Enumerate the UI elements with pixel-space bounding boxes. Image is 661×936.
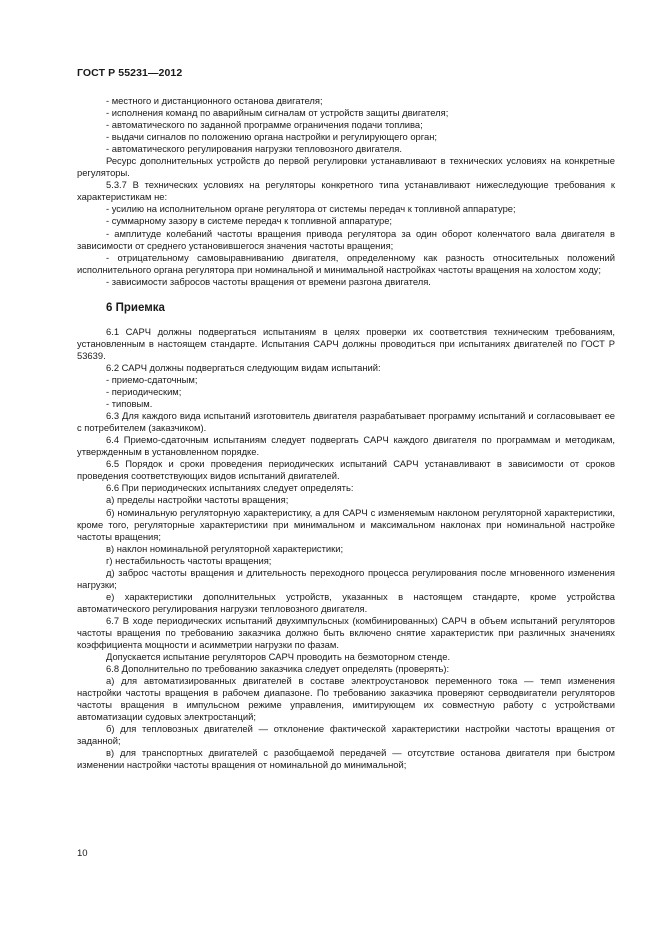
list-item: е) характеристики дополнительных устройств, указанных в настоящем стандарте, кроме устройства автоматического регулирования нагрузки тепловозного двигателя.: [77, 590, 615, 614]
standard-header: ГОСТ Р 55231—2012: [77, 67, 183, 79]
paragraph-5-3-7: 5.3.7 В технических условиях на регуляторы конкретного типа устанавливают нижеследующие требования к характеристикам не:: [77, 179, 615, 203]
paragraph-resource: Ресурс дополнительных устройств до первой регулировки устанавливают в технических условиях на конкретные регуляторы.: [77, 155, 615, 179]
list-item: б) для тепловозных двигателей — отклонение фактической характеристики настройки частоты вращения от заданной;: [77, 723, 615, 747]
list-item: - исполнения команд по аварийным сигналам от устройств защиты двигателя;: [106, 107, 449, 119]
list-item: - выдачи сигналов по положению органа настройки и регулирующего орган;: [106, 131, 437, 143]
paragraph-6-8: 6.8 Дополнительно по требованию заказчика следует определять (проверять):: [106, 663, 450, 675]
list-item: - автоматического по заданной программе ограничения подачи топлива;: [106, 119, 423, 131]
list-item: - усилию на исполнительном органе регулятора от системы передач к топливной аппаратуре;: [106, 203, 516, 215]
list-item: - местного и дистанционного останова двигателя;: [106, 95, 323, 106]
section-heading-6: 6 Приемка: [106, 301, 165, 314]
list-item: а) для автоматизированных двигателей в составе электроустановок переменного тока — темп изменения настройки частоты вращения в рабочем диапазоне. По требованию заказчика проверяют серводвигатели регуляторов частоты вращения в импульсном режиме управления, имитирующем их совместную работу с устройствами автоматизации судовых электростанций;: [77, 675, 615, 723]
list-item: а) пределы настройки частоты вращения;: [106, 494, 289, 506]
list-item: б) номинальную регуляторную характеристику, а для САРЧ с изменяемым наклоном регуляторной характеристики, кроме того, регуляторные характеристики при минимальном и максимальном наклонах при номинальной настройке частоты вращения;: [77, 506, 615, 542]
list-item: - зависимости забросов частоты вращения от времени разгона двигателя.: [106, 275, 431, 287]
list-item: г) нестабильность частоты вращения;: [106, 554, 272, 566]
paragraph-6-2: 6.2 САРЧ должны подвергаться следующим видам испытаний:: [106, 361, 381, 373]
paragraph-6-7-note: Допускается испытание регуляторов САРЧ проводить на безмоторном стенде.: [106, 651, 451, 663]
list-item: - автоматического регулирования нагрузки тепловозного двигателя.: [106, 143, 402, 155]
paragraph-6-6: 6.6 При периодических испытаниях следует определять:: [106, 482, 354, 494]
list-item: - периодическим;: [106, 386, 182, 398]
list-item: в) для транспортных двигателей с разобщаемой передачей — отсутствие останова двигателя при быстром изменении настройки частоты вращения от номинальной до минимальной;: [77, 747, 615, 771]
paragraph-6-3: 6.3 Для каждого вида испытаний изготовитель двигателя разрабатывает программу испытаний и согласовывает ее с потребителем (заказчиком).: [77, 410, 615, 434]
paragraph-6-5: 6.5 Порядок и сроки проведения периодических испытаний САРЧ устанавливают в зависимости от сроков проведения соответствующих видов испытаний двигателей.: [77, 458, 615, 482]
list-item: - отрицательному самовыравниванию двигателя, определенному как разность относительных положений исполнительного органа регулятора при номинальной и минимальной настройках частоты вращения на холостом ходу;: [77, 251, 615, 275]
list-item: - типовым.: [106, 398, 153, 410]
document-body: [77, 95, 615, 772]
paragraph-6-1: 6.1 САРЧ должны подвергаться испытаниям в целях проверки их соответствия техническим требованиям, установленным в настоящем стандарте. Испытания САРЧ должны проводиться при испытаниях двигателей по ГОСТ Р 53639.: [77, 325, 615, 361]
page-number: 10: [77, 848, 88, 859]
paragraph-6-4: 6.4 Приемо-сдаточным испытаниям следует подвергать САРЧ каждого двигателя по программам и методикам, утвержденным в установленном порядке.: [77, 434, 615, 458]
list-item: в) наклон номинальной регуляторной характеристики;: [106, 542, 344, 554]
paragraph-6-7: 6.7 В ходе периодических испытаний двухимпульсных (комбинированных) САРЧ в объем испытаний регуляторов частоты вращения по требованию заказчика должно быть включено снятие характеристик при различных значениях коэффициента мощности и асимметрии нагрузки по фазам.: [77, 614, 615, 651]
list-item: - приемо-сдаточным;: [106, 373, 198, 385]
list-item: - суммарному зазору в системе передач к топливной аппаратуре;: [106, 215, 393, 227]
list-item: - амплитуде колебаний частоты вращения привода регулятора за один оборот коленчатого вала двигателя в зависимости от среднего установившегося значения частоты вращения;: [77, 227, 615, 251]
list-item: д) заброс частоты вращения и длительность переходного процесса регулирования после мгновенного изменения нагрузки;: [77, 566, 615, 590]
